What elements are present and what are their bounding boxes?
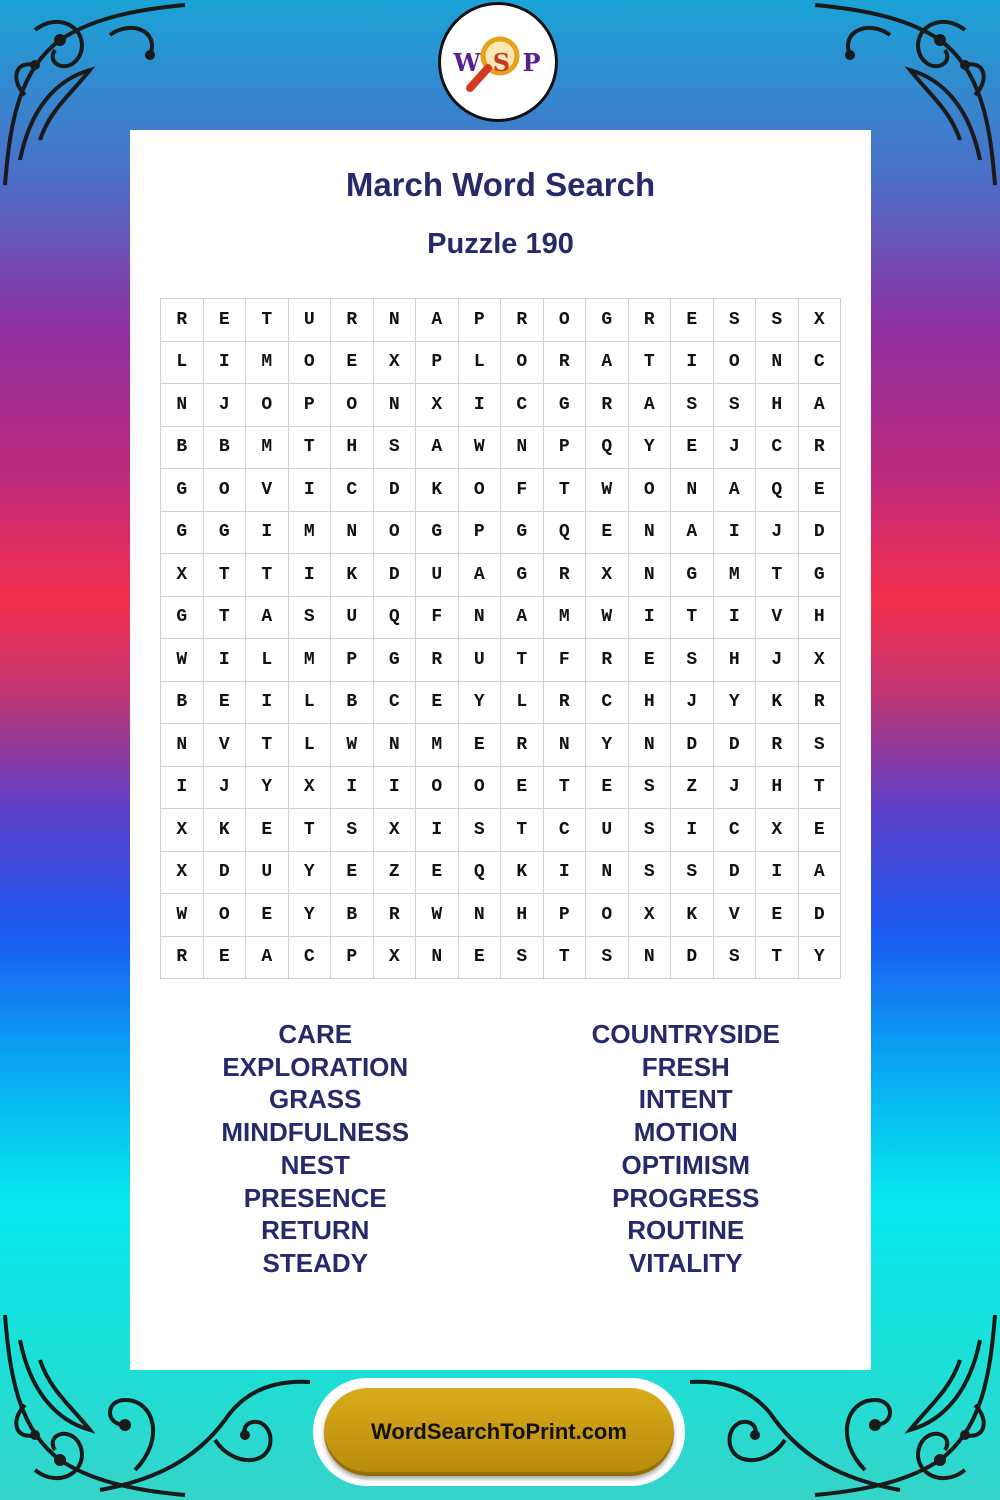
grid-cell[interactable]: G [544,384,587,427]
grid-cell[interactable]: N [629,512,672,555]
word-list-item: COUNTRYSIDE [591,1019,780,1049]
grid-cell[interactable]: X [289,767,332,810]
grid-cell[interactable]: S [714,937,757,980]
grid-cell[interactable]: N [459,597,502,640]
grid-cell[interactable]: N [629,937,672,980]
grid-cell[interactable]: A [586,342,629,385]
grid-cell[interactable]: N [629,554,672,597]
grid-cell[interactable]: T [756,937,799,980]
word-list-item: OPTIMISM [621,1149,751,1180]
grid-cell[interactable]: G [501,554,544,597]
grid-cell[interactable]: L [161,342,204,385]
grid-cell[interactable]: T [544,767,587,810]
grid-cell[interactable]: A [714,469,757,512]
grid-cell[interactable]: Y [714,682,757,725]
grid-cell[interactable]: R [331,299,374,342]
grid-cell[interactable]: E [629,639,672,682]
grid-cell[interactable]: O [374,512,417,555]
grid-cell[interactable]: N [161,384,204,427]
bottom-scroll-ornament-right [685,1360,905,1500]
word-list-left-column [130,1018,501,1280]
grid-cell[interactable]: S [714,384,757,427]
grid-cell[interactable]: Y [289,894,332,937]
grid-cell[interactable]: L [459,342,502,385]
grid-cell[interactable]: K [756,682,799,725]
grid-cell[interactable]: D [799,894,842,937]
word-list-item: PROGRESS [612,1182,760,1213]
grid-cell[interactable]: S [714,299,757,342]
grid-cell[interactable]: A [629,384,672,427]
grid-cell[interactable]: H [756,767,799,810]
grid-cell[interactable]: S [629,767,672,810]
word-list-item: MOTION [633,1117,738,1148]
grid-cell[interactable]: W [416,894,459,937]
bottom-scroll-ornament-left [95,1360,315,1500]
grid-cell[interactable]: J [756,639,799,682]
grid-cell[interactable]: E [459,937,502,980]
grid-cell[interactable]: B [331,894,374,937]
grid-cell[interactable]: J [671,682,714,725]
grid-cell[interactable]: Y [246,767,289,810]
word-list-item: INTENT [638,1084,733,1115]
grid-cell[interactable]: I [416,809,459,852]
grid-cell[interactable]: O [586,894,629,937]
grid-cell[interactable]: K [501,852,544,895]
grid-cell[interactable]: X [161,554,204,597]
grid-cell[interactable]: O [204,469,247,512]
grid-cell[interactable]: R [586,639,629,682]
grid-cell[interactable]: X [374,342,417,385]
grid-cell[interactable]: E [331,852,374,895]
grid-cell[interactable]: A [416,427,459,470]
grid-cell[interactable]: T [501,639,544,682]
grid-cell[interactable]: R [161,937,204,980]
grid-cell[interactable]: I [714,512,757,555]
grid-cell[interactable]: G [586,299,629,342]
grid-cell[interactable]: J [204,767,247,810]
grid-cell[interactable]: T [544,937,587,980]
word-list-item: STEADY [262,1247,368,1278]
grid-cell[interactable]: M [289,512,332,555]
grid-cell[interactable]: Q [756,469,799,512]
grid-cell[interactable]: T [246,299,289,342]
grid-cell[interactable]: R [629,299,672,342]
grid-cell[interactable]: W [161,894,204,937]
grid-cell[interactable]: P [544,427,587,470]
grid-cell[interactable]: G [204,512,247,555]
grid-cell[interactable]: P [416,342,459,385]
grid-cell[interactable]: K [331,554,374,597]
grid-cell[interactable]: N [544,724,587,767]
grid-cell[interactable]: L [501,682,544,725]
grid-cell[interactable]: O [544,299,587,342]
grid-cell[interactable]: B [331,682,374,725]
grid-cell[interactable]: X [161,852,204,895]
grid-cell[interactable]: U [289,299,332,342]
grid-cell[interactable]: Q [544,512,587,555]
grid-cell[interactable]: E [756,894,799,937]
grid-cell[interactable]: E [246,894,289,937]
grid-cell[interactable]: X [799,639,842,682]
grid-cell[interactable]: S [756,299,799,342]
word-list-item: RETURN [261,1215,370,1246]
grid-cell[interactable]: R [544,342,587,385]
grid-cell[interactable]: L [289,682,332,725]
grid-cell[interactable]: E [586,512,629,555]
grid-cell[interactable]: A [246,597,289,640]
grid-cell[interactable]: C [714,809,757,852]
word-list-item: PRESENCE [243,1182,387,1213]
grid-cell[interactable]: E [331,342,374,385]
grid-cell[interactable]: S [629,852,672,895]
grid-cell[interactable]: Q [459,852,502,895]
word-list-item: ROUTINE [627,1215,745,1246]
grid-cell[interactable]: A [246,937,289,980]
grid-cell[interactable]: K [204,809,247,852]
grid-cell[interactable]: Y [629,427,672,470]
grid-cell[interactable]: S [671,852,714,895]
grid-cell[interactable]: U [459,639,502,682]
grid-cell[interactable]: M [714,554,757,597]
grid-cell[interactable]: T [501,809,544,852]
grid-cell[interactable]: E [501,767,544,810]
grid-cell[interactable]: H [501,894,544,937]
grid-cell[interactable]: D [714,852,757,895]
grid-cell[interactable]: A [799,384,842,427]
website-button[interactable] [313,1378,685,1486]
grid-cell[interactable]: V [756,597,799,640]
grid-cell[interactable]: T [756,554,799,597]
grid-cell[interactable]: N [756,342,799,385]
grid-cell[interactable]: G [374,639,417,682]
grid-cell[interactable]: O [459,767,502,810]
grid-cell[interactable]: R [161,299,204,342]
grid-cell[interactable]: S [331,809,374,852]
grid-cell[interactable]: S [374,427,417,470]
grid-cell[interactable]: N [629,724,672,767]
grid-cell[interactable]: G [416,512,459,555]
letter-grid [160,298,841,979]
grid-cell[interactable]: T [544,469,587,512]
grid-cell[interactable]: Q [374,597,417,640]
grid-cell[interactable]: S [799,724,842,767]
grid-cell[interactable]: G [671,554,714,597]
grid-cell[interactable]: T [204,554,247,597]
grid-cell[interactable]: W [161,639,204,682]
grid-cell[interactable]: Y [459,682,502,725]
grid-cell[interactable]: O [459,469,502,512]
grid-cell[interactable]: X [799,299,842,342]
grid-cell[interactable]: T [204,597,247,640]
word-list-right-column [501,1018,872,1280]
grid-cell[interactable]: J [714,767,757,810]
grid-cell[interactable]: R [799,427,842,470]
grid-cell[interactable]: O [416,767,459,810]
grid-cell[interactable]: R [374,894,417,937]
grid-cell[interactable]: I [374,767,417,810]
grid-cell[interactable]: I [246,512,289,555]
grid-cell[interactable]: R [756,724,799,767]
grid-cell[interactable]: I [289,554,332,597]
grid-cell[interactable]: Y [799,937,842,980]
grid-cell[interactable]: O [331,384,374,427]
puzzle-number: Puzzle 190 [427,228,574,260]
logo-letter-s: S [492,47,513,77]
grid-cell[interactable]: I [204,639,247,682]
grid-cell[interactable]: L [246,639,289,682]
grid-cell[interactable]: E [416,682,459,725]
grid-cell[interactable]: T [289,809,332,852]
grid-cell[interactable]: J [204,384,247,427]
grid-cell[interactable]: S [586,937,629,980]
grid-cell[interactable]: E [204,937,247,980]
grid-cell[interactable]: K [416,469,459,512]
grid-cell[interactable]: O [501,342,544,385]
logo-text [453,48,542,77]
grid-cell[interactable]: S [501,937,544,980]
grid-cell[interactable]: I [246,682,289,725]
grid-cell[interactable]: O [246,384,289,427]
grid-cell[interactable]: G [161,597,204,640]
grid-cell[interactable]: I [714,597,757,640]
grid-cell[interactable]: C [586,682,629,725]
grid-cell[interactable]: F [501,469,544,512]
grid-cell[interactable]: A [799,852,842,895]
grid-cell[interactable]: J [714,427,757,470]
grid-cell[interactable]: H [799,597,842,640]
grid-cell[interactable]: V [246,469,289,512]
grid-cell[interactable]: H [714,639,757,682]
grid-cell[interactable]: E [246,809,289,852]
grid-cell[interactable]: A [459,554,502,597]
grid-cell[interactable]: C [289,937,332,980]
grid-cell[interactable]: R [586,384,629,427]
grid-cell[interactable]: R [544,554,587,597]
grid-cell[interactable]: H [756,384,799,427]
grid-cell[interactable]: N [331,512,374,555]
grid-cell[interactable]: I [756,852,799,895]
grid-cell[interactable]: M [246,342,289,385]
website-button-face[interactable] [324,1388,674,1476]
grid-cell[interactable]: T [671,597,714,640]
grid-cell[interactable]: X [161,809,204,852]
grid-cell[interactable]: D [799,512,842,555]
grid-cell[interactable]: V [204,724,247,767]
word-list-item: EXPLORATION [222,1051,409,1082]
grid-cell[interactable]: C [756,427,799,470]
grid-cell[interactable]: I [671,809,714,852]
grid-cell[interactable]: H [629,682,672,725]
logo-letter-p: P [522,47,543,77]
grid-cell[interactable]: G [161,469,204,512]
grid-cell[interactable]: I [204,342,247,385]
grid-cell[interactable]: I [671,342,714,385]
grid-cell[interactable]: E [416,852,459,895]
grid-cell[interactable]: D [671,937,714,980]
site-logo[interactable] [438,2,558,122]
puzzle-title: March Word Search [345,166,656,203]
grid-cell[interactable]: V [714,894,757,937]
grid-cell[interactable]: I [629,597,672,640]
grid-cell[interactable]: L [289,724,332,767]
grid-cell[interactable]: D [374,554,417,597]
grid-cell[interactable]: A [416,299,459,342]
word-list-item: VITALITY [628,1247,743,1278]
grid-cell[interactable]: U [246,852,289,895]
grid-cell[interactable]: C [331,469,374,512]
grid-cell[interactable]: O [714,342,757,385]
grid-cell[interactable]: I [161,767,204,810]
grid-cell[interactable]: D [714,724,757,767]
grid-cell[interactable]: R [799,682,842,725]
grid-cell[interactable]: I [331,767,374,810]
logo-letter-w: W [453,47,483,77]
grid-cell[interactable]: G [161,512,204,555]
grid-cell[interactable]: U [586,809,629,852]
grid-cell[interactable]: C [799,342,842,385]
grid-cell[interactable]: O [629,469,672,512]
grid-cell[interactable]: I [289,469,332,512]
puzzle-panel [130,130,871,1370]
grid-cell[interactable]: S [289,597,332,640]
grid-cell[interactable]: I [544,852,587,895]
word-list-item: MINDFULNESS [221,1117,410,1148]
grid-cell[interactable]: C [374,682,417,725]
grid-cell[interactable]: I [459,384,502,427]
grid-cell[interactable]: A [671,512,714,555]
grid-cell[interactable]: T [629,342,672,385]
grid-cell[interactable]: W [586,469,629,512]
grid-cell[interactable]: D [671,724,714,767]
grid-cell[interactable]: X [586,554,629,597]
grid-cell[interactable]: N [501,427,544,470]
grid-cell[interactable]: P [331,937,374,980]
grid-cell[interactable]: W [586,597,629,640]
grid-cell[interactable]: N [671,469,714,512]
word-list-item: FRESH [641,1051,730,1082]
grid-cell[interactable]: M [246,427,289,470]
grid-cell[interactable]: B [204,427,247,470]
grid-cell[interactable]: R [416,639,459,682]
grid-cell[interactable]: D [204,852,247,895]
grid-cell[interactable]: E [671,427,714,470]
grid-cell[interactable]: R [544,682,587,725]
grid-cell[interactable]: E [586,767,629,810]
grid-cell[interactable]: E [799,469,842,512]
grid-cell[interactable]: C [501,384,544,427]
grid-cell[interactable]: M [289,639,332,682]
grid-cell[interactable]: T [799,767,842,810]
grid-cell[interactable]: P [544,894,587,937]
grid-cell[interactable]: E [671,299,714,342]
grid-cell[interactable]: Z [374,852,417,895]
grid-cell[interactable]: Q [586,427,629,470]
grid-cell[interactable]: C [544,809,587,852]
grid-cell[interactable]: E [459,724,502,767]
word-list-item: NEST [280,1149,350,1180]
grid-cell[interactable]: X [756,809,799,852]
grid-cell[interactable]: T [246,724,289,767]
grid-cell[interactable]: F [544,639,587,682]
grid-cell[interactable]: S [671,639,714,682]
grid-cell[interactable]: W [459,427,502,470]
grid-cell[interactable]: S [629,809,672,852]
grid-cell[interactable]: E [204,299,247,342]
grid-cell[interactable]: P [289,384,332,427]
grid-cell[interactable]: N [374,724,417,767]
grid-cell[interactable]: U [331,597,374,640]
grid-cell[interactable]: R [501,724,544,767]
grid-cell[interactable]: N [459,894,502,937]
grid-cell[interactable]: H [331,427,374,470]
word-list-item: GRASS [269,1084,362,1115]
grid-cell[interactable]: M [544,597,587,640]
grid-cell[interactable]: S [459,809,502,852]
grid-cell[interactable]: X [416,384,459,427]
grid-cell[interactable]: T [289,427,332,470]
grid-cell[interactable]: N [374,384,417,427]
grid-cell[interactable]: S [671,384,714,427]
grid-cell[interactable]: G [799,554,842,597]
grid-cell[interactable]: X [629,894,672,937]
grid-cell[interactable]: R [501,299,544,342]
grid-cell[interactable]: K [671,894,714,937]
grid-cell[interactable]: U [416,554,459,597]
grid-cell[interactable]: X [374,809,417,852]
grid-cell[interactable]: P [331,639,374,682]
grid-cell[interactable]: N [374,299,417,342]
grid-cell[interactable]: O [204,894,247,937]
grid-cell[interactable]: W [331,724,374,767]
grid-cell[interactable]: J [756,512,799,555]
grid-cell[interactable]: A [501,597,544,640]
grid-cell[interactable]: N [586,852,629,895]
grid-cell[interactable]: N [416,937,459,980]
website-label: WordSearchToPrint.com [371,1419,627,1444]
grid-cell[interactable]: E [204,682,247,725]
grid-cell[interactable]: Z [671,767,714,810]
grid-cell[interactable]: D [374,469,417,512]
grid-cell[interactable]: O [289,342,332,385]
grid-cell[interactable]: X [374,937,417,980]
word-list-item: CARE [278,1019,353,1049]
grid-cell[interactable]: P [459,299,502,342]
grid-cell[interactable]: Y [289,852,332,895]
word-list [130,1018,871,1280]
grid-cell[interactable]: E [799,809,842,852]
grid-cell[interactable]: M [416,724,459,767]
grid-cell[interactable]: G [501,512,544,555]
grid-cell[interactable]: P [459,512,502,555]
grid-cell[interactable]: B [161,427,204,470]
grid-cell[interactable]: Y [586,724,629,767]
grid-cell[interactable]: T [246,554,289,597]
grid-cell[interactable]: F [416,597,459,640]
grid-cell[interactable]: N [161,724,204,767]
grid-cell[interactable]: B [161,682,204,725]
